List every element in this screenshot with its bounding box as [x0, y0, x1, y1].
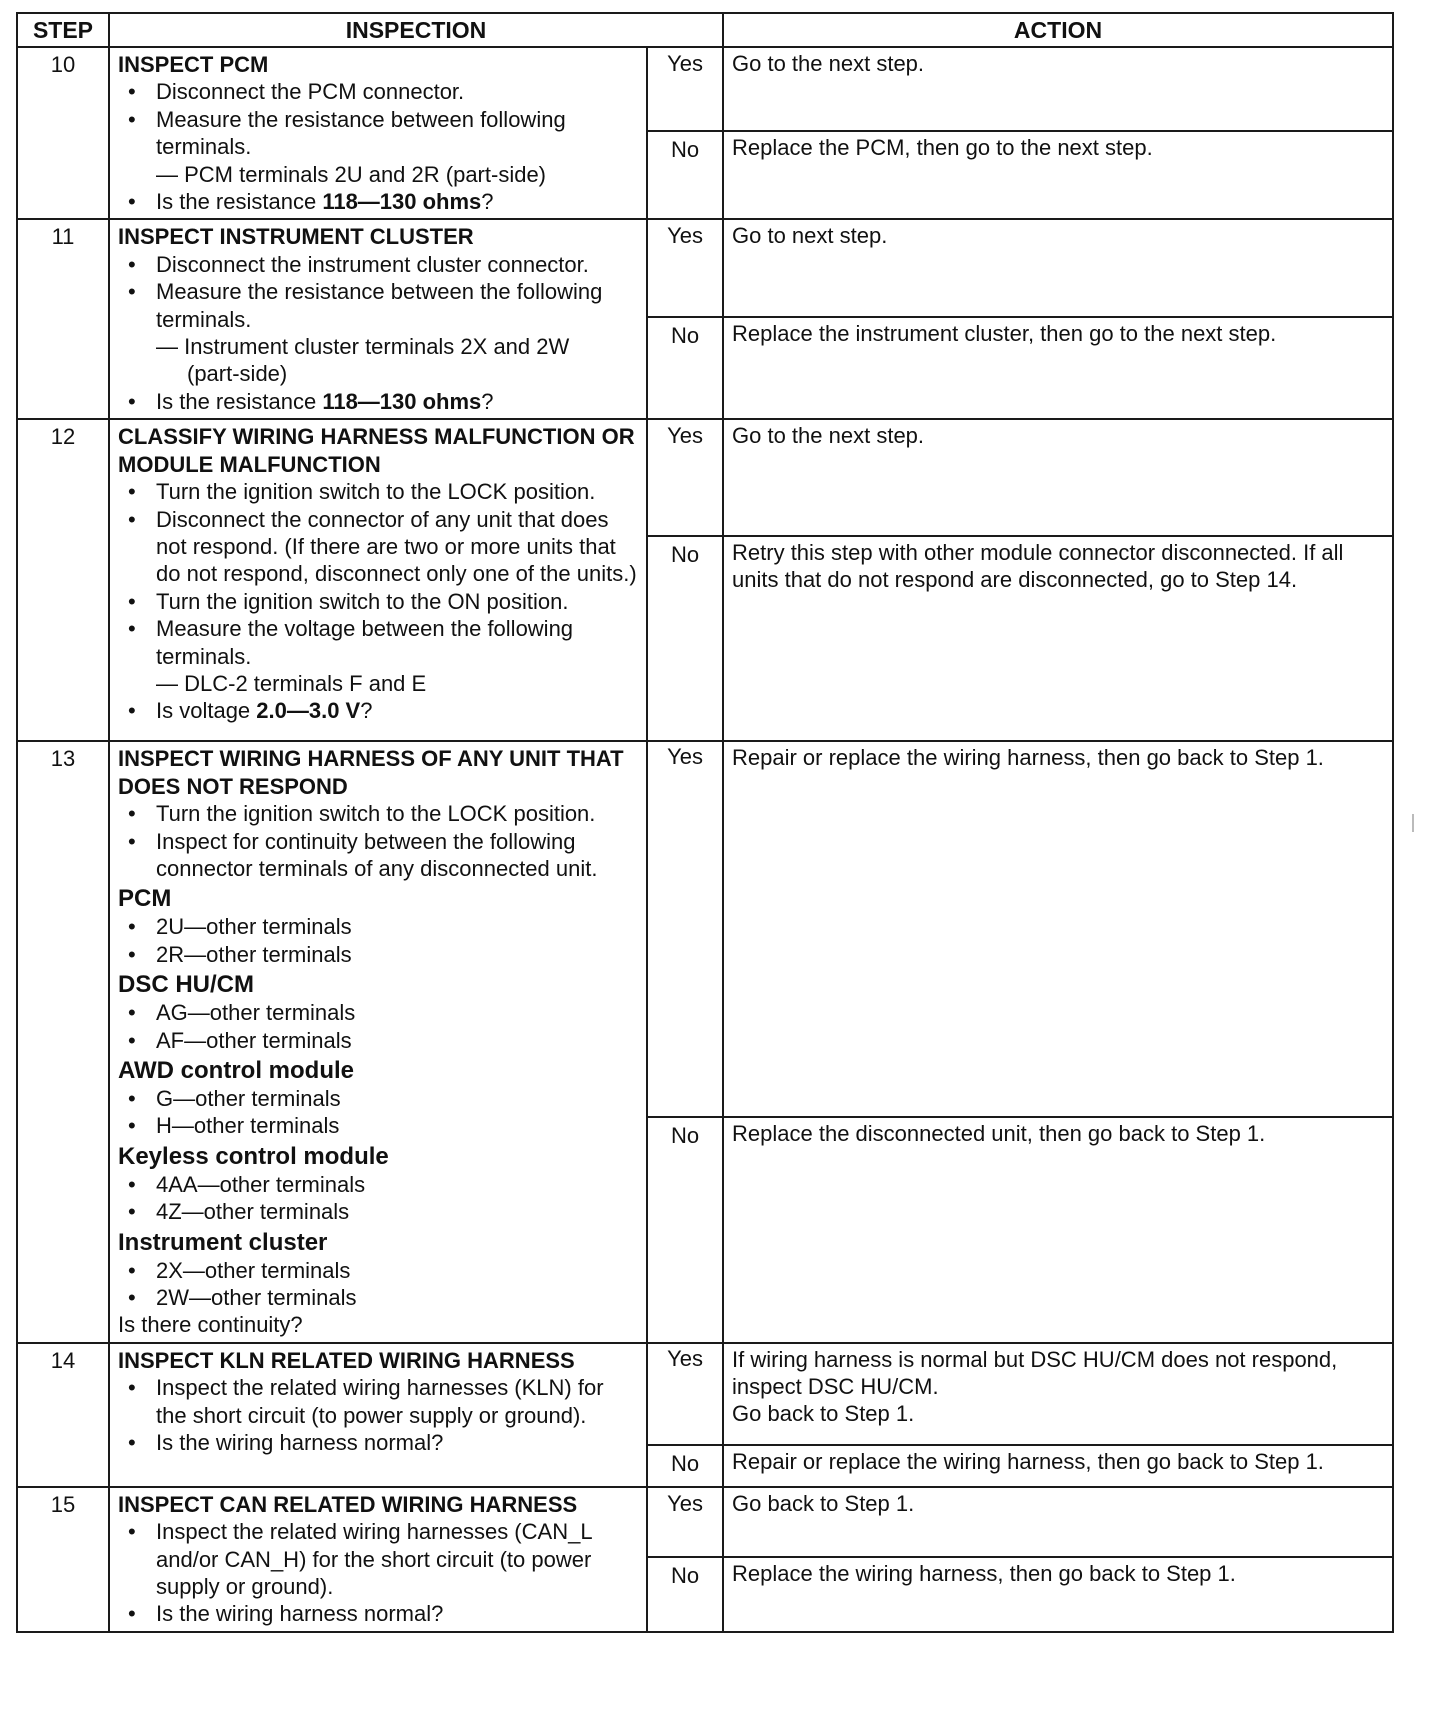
yes-action: Go to the next step.: [723, 419, 1393, 535]
list-item: • Turn the ignition switch to the ON position.: [118, 588, 640, 615]
list-item: • 4Z—other terminals: [118, 1198, 640, 1225]
unit-group-title: AWD control module: [118, 1056, 354, 1084]
terminal-spec: — Instrument cluster terminals 2X and 2W: [156, 334, 570, 360]
question: • Is voltage 2.0—3.0 V?: [118, 697, 640, 724]
no-label: No: [647, 1557, 723, 1632]
inspection-header: INSPECTION: [109, 13, 723, 47]
action-header: ACTION: [723, 13, 1393, 47]
inspection-title: INSPECT WIRING HARNESS OF ANY UNIT THAT DOES NOT RESPOND: [118, 746, 624, 799]
step-row: [17, 1343, 1393, 1445]
inspection-cell: [109, 219, 647, 419]
yes-label: Yes: [647, 419, 723, 535]
inspection-title: CLASSIFY WIRING HARNESS MALFUNCTION OR MODULE MALFUNCTION: [118, 424, 635, 477]
step-number: 15: [17, 1487, 109, 1632]
step-number: 12: [17, 419, 109, 741]
question: • Is the resistance 118—130 ohms?: [118, 388, 640, 415]
unit-group-title: Instrument cluster: [118, 1228, 328, 1256]
list-item: • Disconnect the PCM connector.: [118, 78, 640, 105]
no-action: Repair or replace the wiring harness, then go back to Step 1.: [723, 1445, 1393, 1487]
terminal-spec: — DLC-2 terminals F and E: [156, 670, 427, 696]
yes-action: [723, 1343, 1393, 1445]
list-item: • G—other terminals: [118, 1085, 640, 1112]
step-row: [17, 1487, 1393, 1557]
inspection-cell: [109, 1487, 647, 1632]
unit-group-title: Keyless control module: [118, 1142, 389, 1170]
step-row: [17, 219, 1393, 316]
yes-label: Yes: [647, 1343, 723, 1445]
yes-action: Go back to Step 1.: [723, 1487, 1393, 1557]
list-item: • 2X—other terminals: [118, 1257, 640, 1284]
no-action: Replace the PCM, then go to the next step.: [723, 131, 1393, 220]
list-item: • 2W—other terminals: [118, 1284, 640, 1311]
step-row: [17, 741, 1393, 1117]
diagnostic-procedure-sheet: [16, 12, 1392, 1633]
yes-action: Go to next step.: [723, 219, 1393, 316]
step-header: STEP: [17, 13, 109, 47]
list-item: • Turn the ignition switch to the LOCK position.: [118, 800, 640, 827]
list-item: • 2U—other terminals: [118, 913, 640, 940]
terminal-spec: — PCM terminals 2U and 2R (part-side): [156, 161, 547, 187]
step-number: 11: [17, 219, 109, 419]
question: Is there continuity?: [118, 1312, 303, 1338]
inspection-title: INSPECT PCM: [118, 52, 269, 77]
list-item: • Is the wiring harness normal?: [118, 1600, 640, 1627]
step-number: 13: [17, 741, 109, 1343]
list-item: • Turn the ignition switch to the LOCK position.: [118, 478, 640, 505]
inspection-cell: [109, 741, 647, 1343]
yes-label: Yes: [647, 741, 723, 1117]
no-label: No: [647, 317, 723, 420]
yes-action-text: If wiring harness is normal but DSC HU/CM does not respond, inspect DSC HU/CM.: [732, 1346, 1338, 1399]
yes-action: Go to the next step.: [723, 47, 1393, 131]
no-label: No: [647, 1117, 723, 1343]
procedure-table: [16, 12, 1394, 1633]
yes-label: Yes: [647, 219, 723, 316]
no-label: No: [647, 1445, 723, 1487]
inspection-cell: [109, 419, 647, 741]
list-item: • Inspect the related wiring harnesses (KLN) for the short circuit (to power supply or ground).: [118, 1374, 640, 1429]
list-item: • 2R—other terminals: [118, 941, 640, 968]
step-row: [17, 419, 1393, 535]
inspection-title: INSPECT INSTRUMENT CLUSTER: [118, 224, 474, 250]
list-item: • AG—other terminals: [118, 999, 640, 1026]
list-item: • Inspect for continuity between the following connector terminals of any disconnected unit.: [118, 828, 640, 883]
inspection-title: INSPECT KLN RELATED WIRING HARNESS: [118, 1347, 575, 1373]
list-item: • Measure the resistance between the following terminals.: [118, 278, 640, 333]
yes-action-text-2: Go back to Step 1.: [732, 1400, 915, 1426]
no-action: Replace the disconnected unit, then go back to Step 1.: [723, 1117, 1393, 1343]
list-item: • Measure the resistance between following terminals.: [118, 106, 640, 161]
list-item: • Disconnect the instrument cluster connector.: [118, 251, 640, 278]
yes-action: Repair or replace the wiring harness, then go back to Step 1.: [723, 741, 1393, 1117]
yes-label: Yes: [647, 1487, 723, 1557]
inspection-cell: [109, 1343, 647, 1487]
list-item: • Is the wiring harness normal?: [118, 1429, 640, 1456]
list-item: • 4AA—other terminals: [118, 1171, 640, 1198]
list-item: • AF—other terminals: [118, 1027, 640, 1054]
inspection-title: INSPECT CAN RELATED WIRING HARNESS: [118, 1491, 578, 1517]
step-number: 10: [17, 47, 109, 219]
yes-label: Yes: [647, 47, 723, 131]
unit-group-title: PCM: [118, 885, 172, 913]
step-number: 14: [17, 1343, 109, 1487]
step-row: [17, 47, 1393, 131]
no-action: Replace the wiring harness, then go back to Step 1.: [723, 1557, 1393, 1632]
unit-group-title: DSC HU/CM: [118, 971, 254, 999]
inspection-cell: [109, 47, 647, 219]
no-action: Replace the instrument cluster, then go to the next step.: [723, 317, 1393, 420]
question: • Is the resistance 118—130 ohms?: [118, 188, 640, 215]
no-action: Retry this step with other module connector disconnected. If all units that do not respond are disconnected, go to Step 14.: [723, 536, 1393, 742]
no-label: No: [647, 536, 723, 742]
scan-mark: [1412, 814, 1414, 832]
list-item: • Disconnect the connector of any unit that does not respond. (If there are two or more units that do not respond, disconnect only one of the units.): [118, 506, 640, 588]
list-item: • H—other terminals: [118, 1112, 640, 1139]
list-item: • Inspect the related wiring harnesses (CAN_L and/or CAN_H) for the short circuit (to power supply or ground).: [118, 1518, 640, 1600]
list-item: • Measure the voltage between the following terminals.: [118, 615, 640, 670]
no-label: No: [647, 131, 723, 220]
terminal-spec-cont: (part-side): [187, 361, 288, 387]
header-row: [17, 13, 1393, 47]
